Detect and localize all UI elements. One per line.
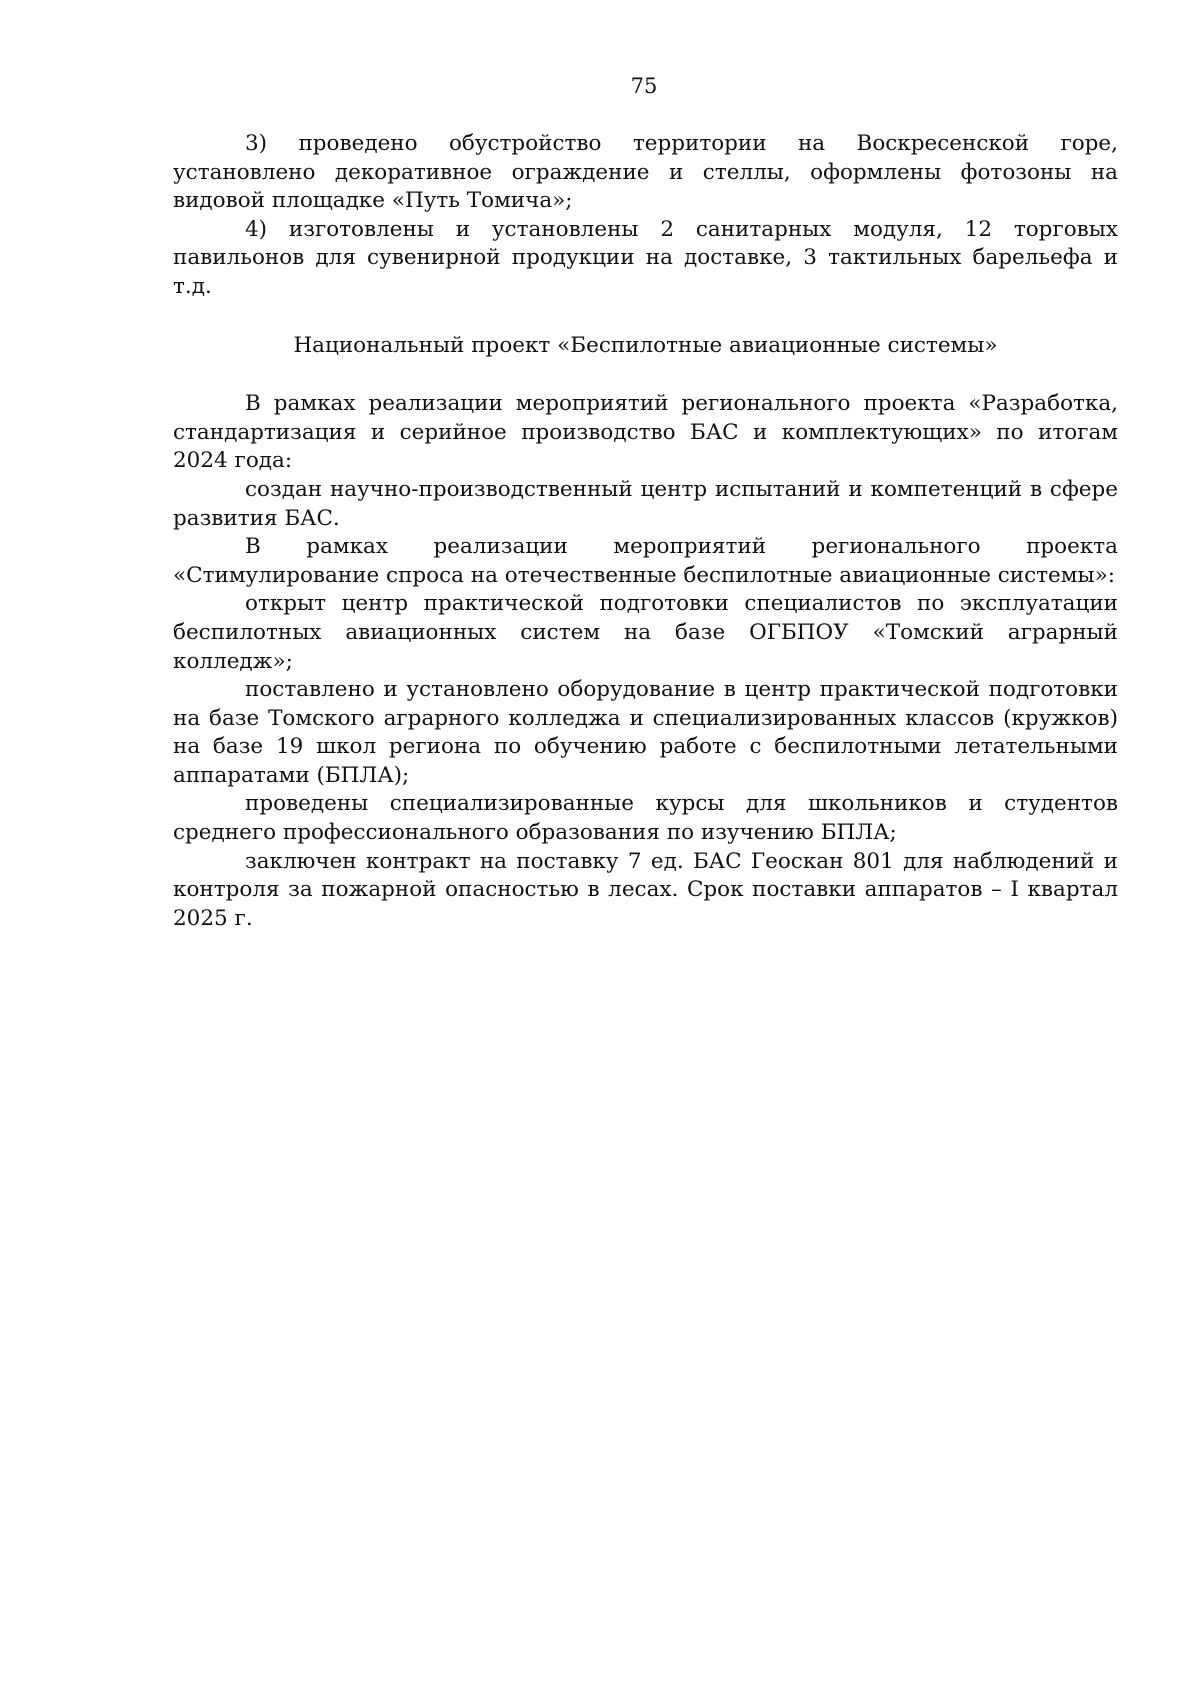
page-number: 75 [630,74,658,98]
section-heading: Национальный проект «Беспилотные авиационные системы» [293,332,998,358]
paragraph-item-4: 4) изготовлены и установлены 2 санитарных модуля, 12 торговых павильонов для сувенирной продукции на доставке, 3 тактильных барельефа и т.д. [173,216,1118,299]
paragraph-intro-regional-project-2: В рамках реализации мероприятий регионального проекта «Стимулирование спроса на отечественные беспилотные авиационные системы»: [173,534,1118,588]
document-body [173,130,1118,933]
paragraph-intro-regional-project-1: В рамках реализации мероприятий регионального проекта «Разработка, стандартизация и серийное производство БАС и комплектующих» по итогам 2024 года: [173,391,1118,474]
paragraph-courses: проведены специализированные курсы для школьников и студентов среднего профессионального образования по изучению БПЛА; [173,791,1118,846]
paragraph-item-3: 3) проведено обустройство территории на Воскресенской горе, установлено декоративное ограждение и стеллы, оформлены фотозоны на видовой площадке «Путь Томича»; [173,131,1118,214]
paragraph-contract: заключен контракт на поставку 7 ед. БАС Геоскан 801 для наблюдений и контроля за пожарной опасностью в лесах. Срок поставки аппаратов – I квартал 2025 г. [173,848,1118,931]
paragraph-training-center: открыт центр практической подготовки специалистов по эксплуатации беспилотных авиационных систем на базе ОГБПОУ «Томский аграрный колледж»; [173,591,1118,674]
paragraph-equipment: поставлено и установлено оборудование в центр практической подготовки на базе Томского аграрного колледжа и специализированных классов (кружков) на базе 19 школ региона по обучению работе с беспилотными летательными аппаратами (БПЛА); [173,677,1118,788]
paragraph-research-center: создан научно-производственный центр испытаний и компетенций в сфере развития БАС. [173,476,1118,531]
